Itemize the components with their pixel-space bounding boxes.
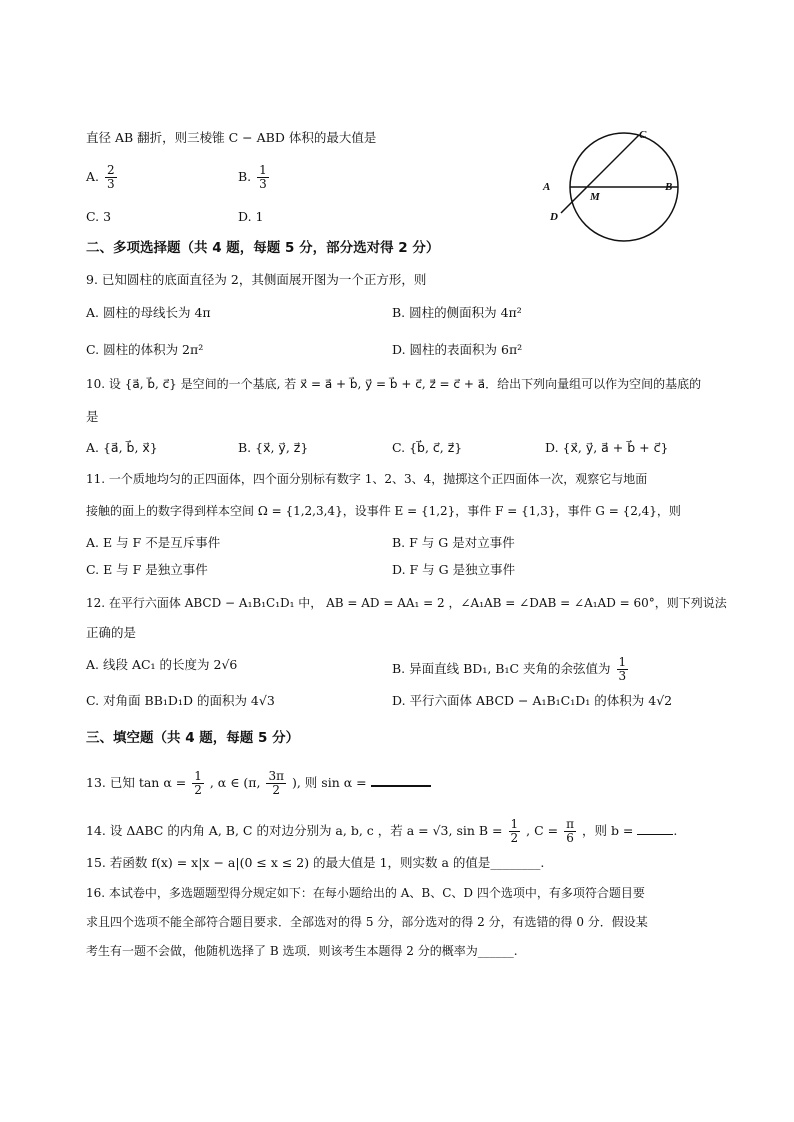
label-d: D	[550, 211, 558, 223]
q11-option-c: C. E 与 F 是独立事件	[86, 562, 208, 577]
section-3-title: 三、填空题（共 4 题，每题 5 分）	[86, 730, 300, 746]
q9-option-c: C. 圆柱的体积为 2π²	[86, 342, 204, 357]
q8-stem: 直径 AB 翻折，则三棱锥 C − ABD 体积的最大值是	[86, 130, 377, 145]
q13: 13. 已知 tan α = $\frac{1}{2}$ , α ∈ (π, $\frac{3\pi}{2}$ ), 则 sin α =	[86, 770, 431, 797]
label-b: B	[665, 181, 673, 193]
q14-fraction-1: $\frac{1}{2}$	[510, 817, 519, 845]
q15: 15. 若函数 f(x) = x|x − a|(0 ≤ x ≤ 2) 的最大值是 1，则实数 a 的值是________.	[86, 855, 545, 870]
q16-line-2: 求且四个选项不能全部符合题目要求．全部选对的得 5 分，部分选对的得 2 分，有选错的得 0 分．假设某	[86, 915, 648, 929]
q10-option-d: D. {x⃗, y⃗, a⃗ + b⃗ + c⃗}	[545, 440, 669, 455]
q11-stem-cont: 接触的面上的数字得到样本空间 Ω = {1,2,3,4}，设事件 E = {1,2}，事件 F = {1,3}，事件 G = {2,4}，则	[86, 504, 681, 518]
label-c: C	[639, 129, 647, 141]
q11-option-b: B. F 与 G 是对立事件	[392, 535, 515, 550]
q12-option-c: C. 对角面 BB₁D₁D 的面积为 4√3	[86, 693, 275, 708]
q11-stem: 11. 一个质地均匀的正四面体，四个面分别标有数字 1、2、3、4，抛掷这个正四面体一次，观察它与地面	[86, 472, 648, 486]
q8-option-d: D. 1	[238, 209, 264, 224]
q12-stem-cont: 正确的是	[86, 625, 137, 640]
q9-stem: 9. 已知圆柱的底面直径为 2，其侧面展开图为一个正方形，则	[86, 272, 427, 287]
q9-option-d: D. 圆柱的表面积为 6π²	[392, 342, 523, 357]
q12-option-a: A. 线段 AC₁ 的长度为 2√6	[86, 657, 238, 672]
q13-fraction-1: $\frac{1}{2}$	[194, 769, 202, 797]
q14: 14. 设 ΔABC 的内角 A, B, C 的对边分别为 a, b, c ，若 a = √3, sin B = $\frac{1}{2}$ , C = $\frac{\pi}{6}$ ，则 b = .	[86, 817, 678, 845]
q8-option-a-fraction: $\frac{2}{3}$	[107, 163, 115, 191]
q10-option-a: A. {a⃗, b⃗, x⃗}	[86, 440, 158, 455]
label-m: M	[590, 191, 600, 203]
q10-stem: 10. 设 {a⃗, b⃗, c⃗} 是空间的一个基底, 若 x⃗ = a⃗ + b⃗, y⃗ = b⃗ + c⃗, z⃗ = c⃗ + a⃗．给出下列向量组可以作为空间的基底的	[86, 377, 702, 391]
q10-option-c: C. {b⃗, c⃗, z⃗}	[392, 440, 463, 455]
q8-option-c: C. 3	[86, 209, 112, 224]
q16-line-1: 16. 本试卷中，多选题题型得分规定如下：在每小题给出的 A、B、C、D 四个选项中，有多项符合题目要	[86, 886, 645, 900]
q8-option-b-fraction: $\frac{1}{3}$	[259, 163, 267, 191]
q14-answer-blank[interactable]	[637, 822, 673, 835]
label-a: A	[543, 181, 551, 193]
q11-option-a: A. E 与 F 不是互斥事件	[86, 535, 221, 550]
circle-diagram	[535, 125, 695, 260]
q10-stem-cont: 是	[86, 409, 99, 424]
q11-option-d: D. F 与 G 是独立事件	[392, 562, 516, 577]
q13-fraction-2: $\frac{3\pi}{2}$	[268, 769, 284, 797]
q9-option-a: A. 圆柱的母线长为 4π	[86, 305, 211, 320]
q8-option-b: B. $\frac{1}{3}$	[238, 163, 267, 191]
q12-option-d: D. 平行六面体 ABCD − A₁B₁C₁D₁ 的体积为 4√2	[392, 693, 673, 708]
q8-option-a: A. $\frac{2}{3}$	[86, 163, 115, 191]
section-2-title: 二、多项选择题（共 4 题，每题 5 分，部分选对得 2 分）	[86, 240, 440, 256]
q14-fraction-2: $\frac{\pi}{6}$	[566, 817, 574, 845]
q10-option-b: B. {x⃗, y⃗, z⃗}	[238, 440, 309, 455]
q12-stem: 12. 在平行六面体 ABCD − A₁B₁C₁D₁ 中， AB = AD = AA₁ = 2 ，∠A₁AB = ∠DAB = ∠A₁AD = 60°，则下列说法	[86, 596, 727, 610]
q9-option-b: B. 圆柱的侧面积为 4π²	[392, 305, 522, 320]
q12-option-b-fraction: $\frac{1}{3}$	[618, 655, 627, 683]
q13-answer-blank[interactable]	[371, 773, 431, 787]
chord-cd	[561, 135, 639, 213]
q12-option-b: B. 异面直线 BD₁, B₁C 夹角的余弦值为 $\frac{1}{3}$	[392, 655, 627, 683]
q16-line-3: 考生有一题不会做，他随机选择了 B 选项．则该考生本题得 2 分的概率为______.	[86, 944, 518, 958]
